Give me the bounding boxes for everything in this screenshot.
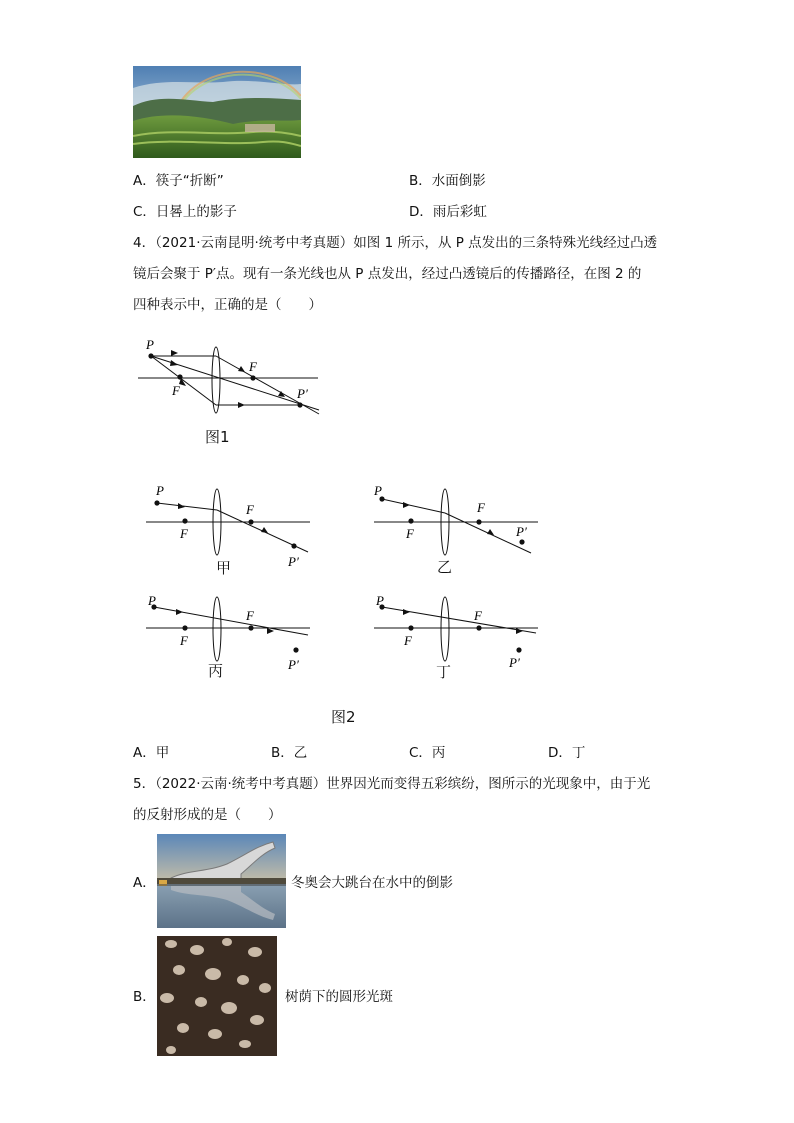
yi-label-f-right: F <box>477 500 485 515</box>
q3-option-c[interactable]: C．日晷上的影子 <box>133 204 237 220</box>
panel-caption-yi: 乙 <box>437 558 453 576</box>
figure-1-caption: 图1 <box>205 428 230 446</box>
ding-label-f-left: F <box>404 633 412 648</box>
jia-label-p-prime: P′ <box>288 554 299 569</box>
ding-label-p: P <box>376 593 384 608</box>
q3-option-b[interactable]: B．水面倒影 <box>409 173 486 189</box>
jia-label-f-right: F <box>246 502 254 517</box>
q4-option-b[interactable]: B．乙 <box>271 745 308 761</box>
panel-caption-jia: 甲 <box>216 559 232 577</box>
q5-option-a-letter[interactable]: A． <box>133 875 156 891</box>
yi-label-p-prime: P′ <box>516 524 527 539</box>
ski-jump-reflection-photo[interactable] <box>157 834 286 928</box>
bing-label-f-left: F <box>180 633 188 648</box>
ding-label-f-right: F <box>474 608 482 623</box>
ding-label-p-prime: P′ <box>509 655 520 670</box>
fig1-label-f-left: F <box>172 383 180 398</box>
yi-label-f-left: F <box>406 526 414 541</box>
panel-caption-ding: 丁 <box>436 663 452 681</box>
figure-1-diagram <box>130 335 330 417</box>
q4-stem-line1: 4．（2021·云南昆明·统考中考真题）如图 1 所示，从 P 点发出的三条特殊光线经过凸透 <box>133 235 658 251</box>
bing-label-p: P <box>148 593 156 608</box>
fig1-label-p-prime: P′ <box>297 386 308 401</box>
q5-stem-line1: 5．（2022·云南·统考中考真题）世界因光而变得五彩缤纷，图所示的光现象中，由于光 <box>133 776 651 792</box>
q5-option-b-text[interactable]: 树荫下的圆形光斑 <box>285 989 393 1005</box>
jia-label-p: P <box>156 483 164 498</box>
q3-option-d[interactable]: D．雨后彩虹 <box>409 204 487 220</box>
fig1-label-f-right: F <box>249 359 257 374</box>
q4-stem-line3: 四种表示中，正确的是（ ） <box>133 297 322 313</box>
panel-caption-bing: 丙 <box>208 662 224 680</box>
figure-2-panel-bing <box>140 590 320 670</box>
yi-label-p: P <box>374 483 382 498</box>
figure-2-panel-ding <box>368 590 548 670</box>
fig1-label-p: P <box>146 337 154 352</box>
q5-option-a-text[interactable]: 冬奥会大跳台在水中的倒影 <box>291 875 453 891</box>
rainbow-landscape-photo <box>133 66 301 158</box>
q4-option-d[interactable]: D．丁 <box>548 745 586 761</box>
q3-option-a[interactable]: A．筷子“折断” <box>133 173 224 189</box>
q4-option-a[interactable]: A．甲 <box>133 745 170 761</box>
jia-label-f-left: F <box>180 526 188 541</box>
figure-2-panel-yi <box>368 480 548 580</box>
q5-stem-line2: 的反射形成的是（ ） <box>133 807 282 823</box>
bing-label-p-prime: P′ <box>288 657 299 670</box>
bing-label-f-right: F <box>246 608 254 623</box>
tree-shade-light-spots-photo[interactable] <box>157 936 277 1056</box>
figure-2-caption: 图2 <box>331 708 356 726</box>
q5-option-b-letter[interactable]: B． <box>133 989 156 1005</box>
q4-option-c[interactable]: C．丙 <box>409 745 446 761</box>
q4-stem-line2: 镜后会聚于 P′点。现有一条光线也从 P 点发出，经过凸透镜后的传播路径，在图 2 的 <box>133 266 642 282</box>
